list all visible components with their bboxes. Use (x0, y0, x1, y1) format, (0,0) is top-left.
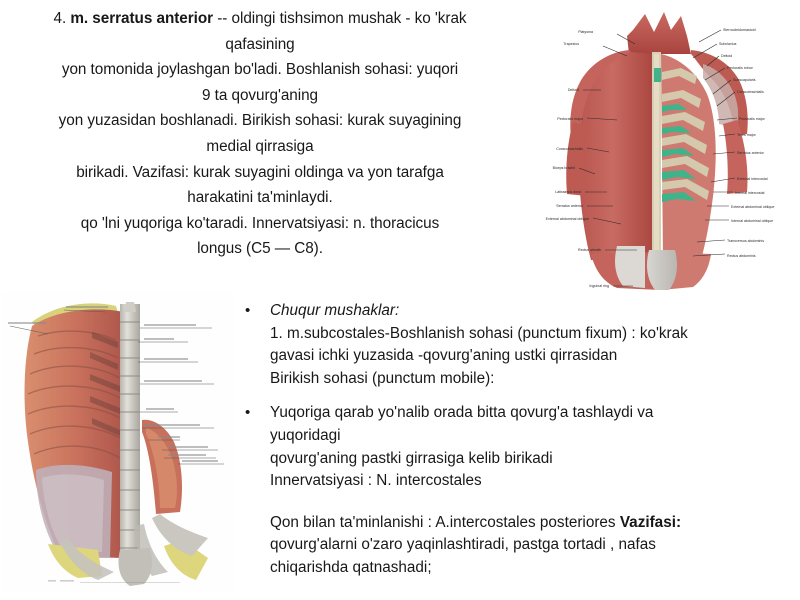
bullet-1-line-0: Yuqoriga qarab yo'nalib orada bitta qovurg'a tashlaydi va (270, 404, 654, 422)
top-line-9: longus (C5 — C8). (197, 240, 323, 258)
abdominal-wall-figure (2, 292, 234, 592)
tail-line-1 (270, 512, 792, 535)
label-inguinal-ring: Inguinal ring (589, 284, 609, 288)
label-teres-major: Teres major (737, 133, 756, 137)
label-external-abdominal-oblique-right: External abdominal oblique (731, 205, 775, 209)
bullet-0-line-0: Chuqur mushaklar: (270, 302, 400, 319)
label-transversus-abdominis: Transversus abdominis (727, 239, 765, 243)
list-item (240, 402, 792, 492)
thorax-muscle-figure (521, 2, 799, 302)
bullet-text (270, 402, 792, 492)
label-coracobrachialis-right: Coracobrachialis (737, 90, 764, 94)
label-sternocleidomastoid: Sternocleidomastoid (723, 28, 756, 32)
label-latissimus-dorsi: Latissimus dorsi (555, 190, 581, 194)
bullet-1-line-3: Innervatsiyasi : N. intercostales (270, 472, 482, 490)
tail-line-1-normal: Qon bilan ta'minlanishi : A.intercostales posteriores (270, 513, 620, 531)
top-line-4: yon yuzasidan boshlanadi. Birikish sohasi: kurak suyagining (58, 112, 462, 130)
bullet-0-line-2: gavasi ichki yuzasida -qovurg'aning ustki qirrasidan (270, 347, 618, 365)
label-internal-abdominal-oblique: Internal abdominal oblique (731, 219, 774, 223)
label-biceps-brachii: Biceps brachii (552, 166, 575, 170)
label-serratus-anterior-right: Serratus anterior (737, 151, 764, 155)
tail-line-1-bold: Vazifasi: (619, 513, 682, 531)
label-external-intercostal: External intercostal (737, 177, 768, 181)
label-pectoralis-major-right: Pectoralis major (739, 117, 765, 121)
title-bold: m. serratus anterior (70, 10, 214, 27)
thorax-figure-svg (521, 2, 799, 302)
top-line-8: qo 'lni yuqoriga ko'taradi. Innervatsiyasi: n. thoracicus (80, 214, 440, 232)
bullet-text (270, 300, 792, 390)
label-rectus-abdominis: Rectus abdominis (727, 254, 756, 258)
label-serratus-anterior-left: Serratus anterior (556, 204, 583, 208)
top-line-6: birikadi. Vazifasi: kurak suyagini oldinga va yon tarafga (76, 163, 444, 181)
label-internal-intercostal: Internal intercostal (735, 191, 765, 195)
label-coracobrachialis-left: Coracobrachialis (556, 147, 583, 151)
label-pectoralis-major-left: Pectoralis major (557, 117, 583, 121)
bullet-marker: • (245, 404, 251, 422)
label-pectoralis-minor: Pectoralis minor (727, 66, 753, 70)
top-line-2: yon tomonida joylashgan bo'ladi. Boshlanish sohasi: yuqori (61, 61, 459, 79)
tail-paragraph (270, 512, 792, 580)
title-number: 4. (53, 10, 67, 27)
bullet-1-line-1: yuqoridagi (270, 426, 341, 444)
top-line-5: medial qirrasiga (206, 137, 314, 155)
label-rectus-sheath: Rectus sheath (578, 248, 601, 252)
trunk-figure-svg (2, 292, 234, 592)
bullet-0-line-3: Birikish sohasi (punctum mobile): (270, 369, 495, 387)
bullet-1-line-2: qovurg'aning pastki girrasiga kelib birikadi (270, 449, 553, 467)
top-line-3: 9 ta qovurg'aning (201, 86, 319, 104)
bullet-marker: • (245, 302, 251, 319)
top-line-1: qafasining (225, 35, 295, 53)
label-subclavius: Subclavius (719, 42, 737, 46)
body-content (240, 300, 792, 580)
top-line-0: -- oldingi tishsimon mushak - ko 'krak (213, 10, 467, 27)
tail-line-2: qovurg'alarni o'zaro yaqinlashtiradi, pastga tortadi , nafas (270, 536, 656, 554)
top-line-7: harakatini ta'minlaydi. (187, 189, 333, 207)
label-deltoid-right: Deltoid (721, 54, 733, 58)
label-subscapularis: Subscapularis (733, 78, 756, 82)
tail-line-3: chiqarishda qatnashadi; (270, 558, 432, 576)
list-item (240, 300, 792, 390)
label-external-abdominal-oblique-left: External abdominal oblique (545, 217, 589, 221)
label-trapezius: Trapezius (563, 42, 579, 46)
label-platysma: Platysma (578, 30, 593, 34)
bullet-0-line-1: 1. m.subcostales-Boshlanish sohasi (punctum fixum) : ko'krak (270, 324, 688, 342)
top-paragraph (4, 6, 516, 262)
label-deltoid-left: Deltoid (567, 88, 579, 92)
